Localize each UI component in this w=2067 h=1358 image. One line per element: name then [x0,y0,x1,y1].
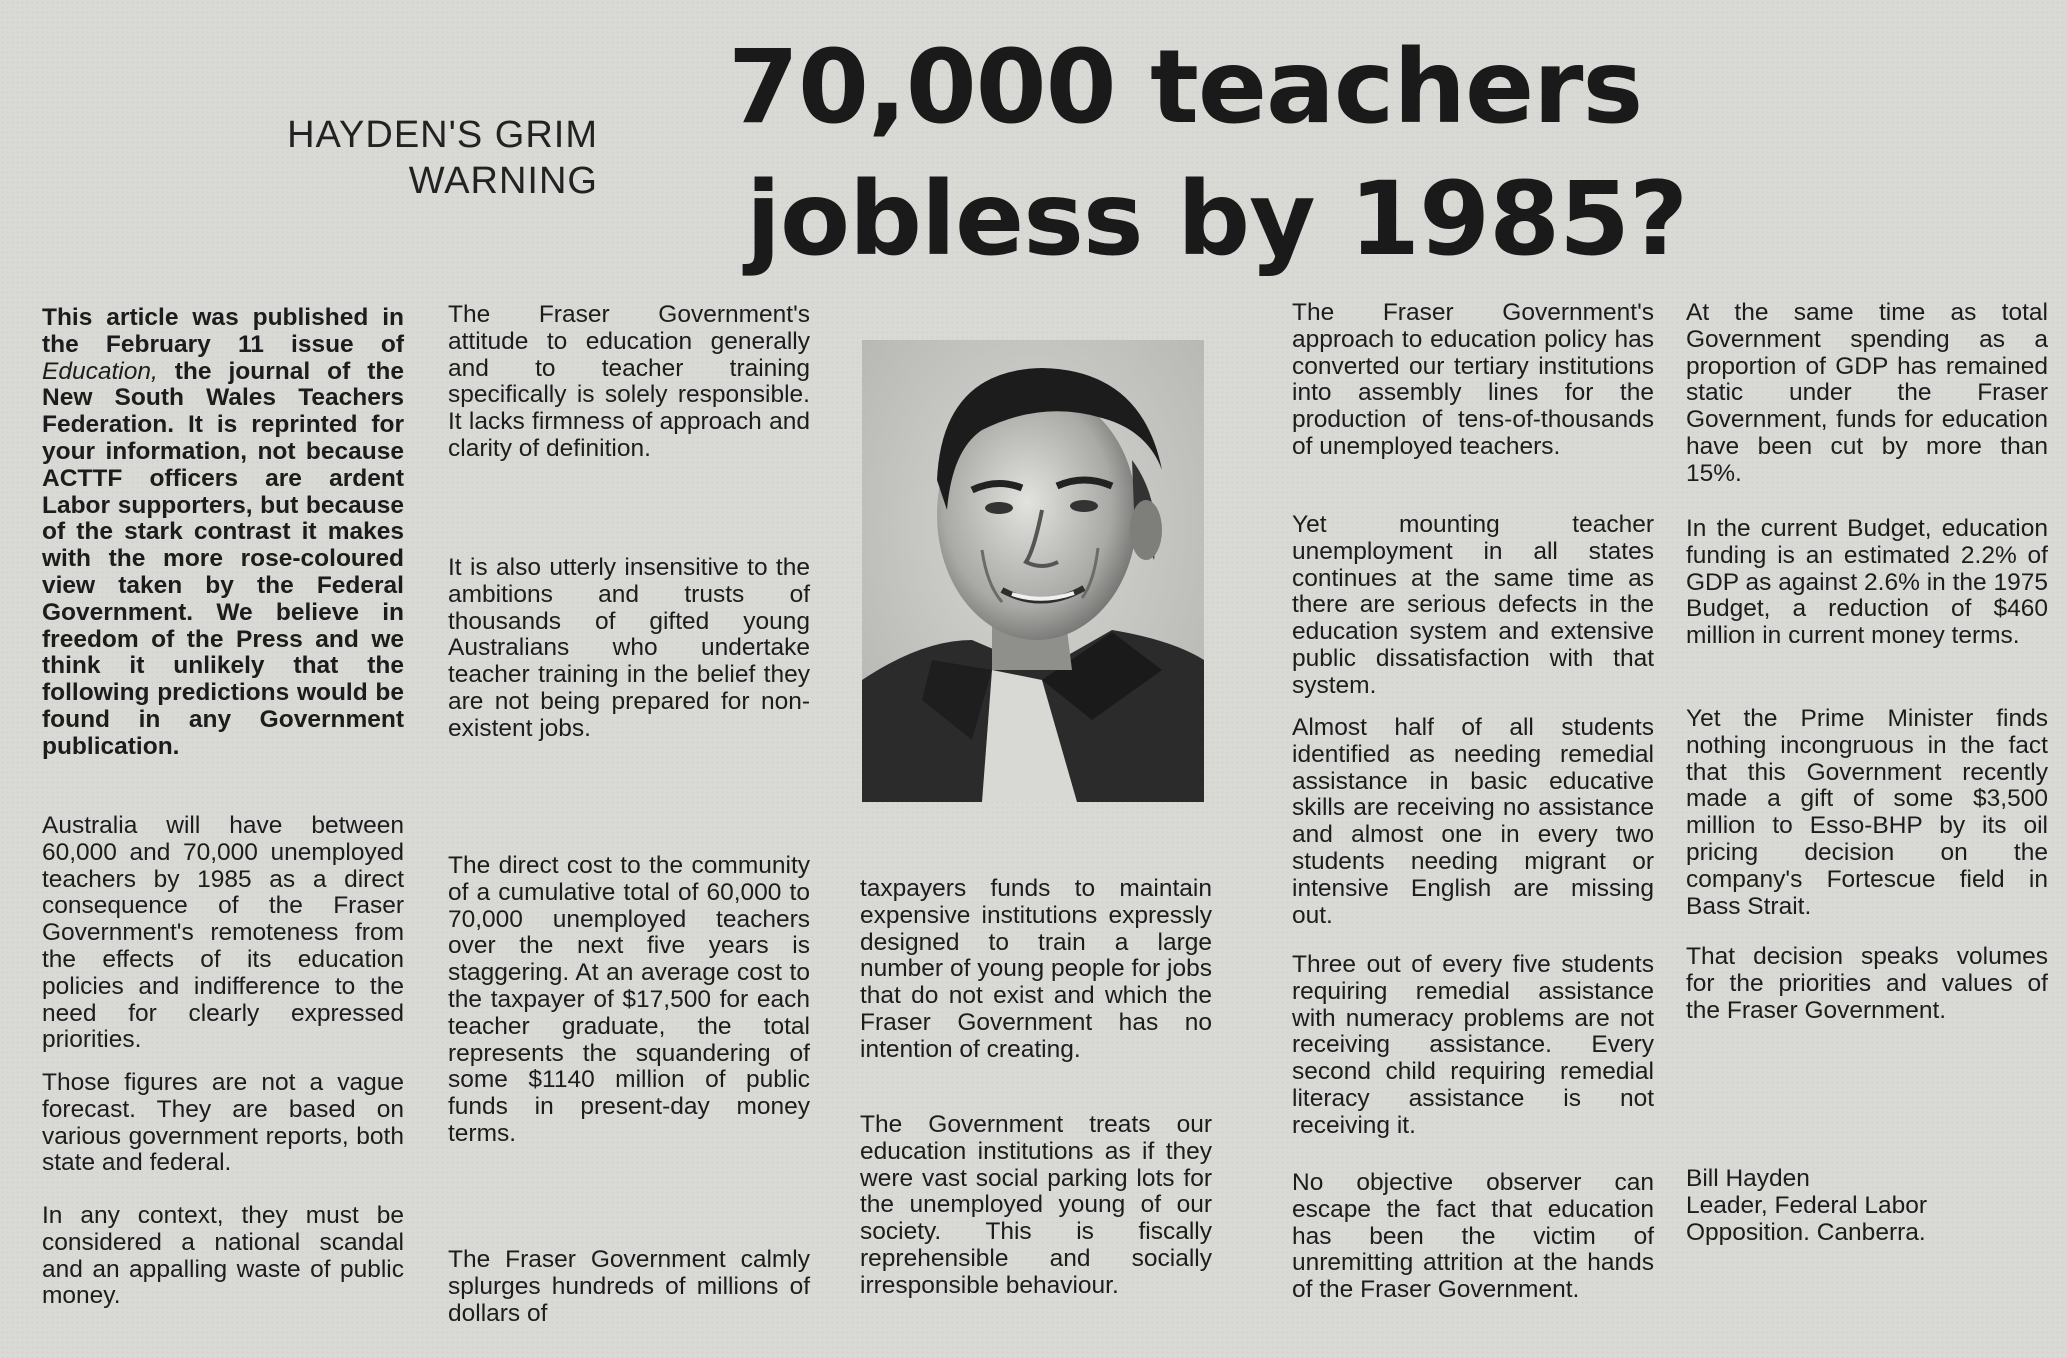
paragraph: The Government treats our education institutions as if they were vast social parking lots for the unemployed young of our society. This is fiscally reprehensible and socially irresponsible behaviour. [860,1111,1212,1299]
column-5 [1686,300,2048,1246]
paragraph: The direct cost to the community of a cumulative total of 60,000 to 70,000 unemployed teachers over the next five years is staggering. At an average cost to the taxpayer of $17,500 for each teacher graduate, the total represents the squandering of some $1140 million of public funds in present-day money terms. [448,852,810,1147]
paragraph: Yet the Prime Minister finds nothing incongruous in the fact that this Government recently made a gift of some $3,500 million to Esso-BHP by its oil pricing decision on the company's Fortescue field in Bass Strait. [1686,705,2048,920]
paragraph: Those figures are not a vague forecast. They are based on various government reports, both state and federal. [42,1069,404,1177]
signature-title: Leader, Federal Labor Opposition. Canberra. [1686,1191,1928,1246]
paragraph: Yet mounting teacher unemployment in all states continues at the same time as there are serious defects in the education system and extensive public dissatisfaction with that system. [1292,511,1654,699]
paragraph: The Fraser Government's attitude to education generally and to teacher training specifically is solely responsible. It lacks firmness of approach and clarity of definition. [448,301,810,462]
paragraph: That decision speaks volumes for the priorities and values of the Fraser Government. [1686,943,2048,1024]
paragraph: In any context, they must be considered a national scandal and an appalling waste of public money. [42,1202,404,1310]
paragraph: Australia will have between 60,000 and 70,000 unemployed teachers by 1985 as a direct consequence of the Fraser Government's remoteness from the effects of its education policies and indifference to the need for clearly expressed priorities. [42,812,404,1054]
intro-text-b: the journal of the New South Wales Teachers Federation. It is reprinted for your information, not because ACTTF officers are ardent Labor supporters, but because of the stark contrast it makes with the more rose-coloured view taken by the Federal Government. We believe in freedom of the Press and we think it unlikely that the following predictions would be found in any Government publication. [42,357,404,760]
paragraph: The Fraser Government calmly splurges hundreds of millions of dollars of [448,1246,810,1327]
column-3 [860,876,1212,1300]
headline-line-2: jobless by 1985? [746,160,1688,279]
column-4 [1292,300,1654,1304]
paragraph: The Fraser Government's approach to education policy has converted our tertiary institutions into assembly lines for the production of tens-of-thousands of unemployed teachers. [1292,299,1654,460]
paragraph: In the current Budget, education funding is an estimated 2.2% of GDP as against 2.6% in the 1975 Budget, a reduction of $460 million in current money terms. [1686,515,2048,650]
headline [728,22,2048,286]
column-2 [448,302,810,1327]
paragraph: taxpayers funds to maintain expensive institutions expressly designed to train a large number of young people for jobs that do not exist and which the Fraser Government has no intention of creating. [860,875,1212,1063]
intro-publication-name: Education, [42,357,158,385]
kicker-line-2: WARNING [408,160,598,202]
paragraph: At the same time as total Government spending as a proportion of GDP has remained static under the Fraser Government, funds for education have been cut by more than 15%. [1686,299,2048,487]
column-1 [42,305,404,1310]
paragraph: It is also utterly insensitive to the ambitions and trusts of thousands of gifted young Australians who undertake teacher training in the belief they are not being prepared for non-existent jobs. [448,554,810,742]
paragraph: Almost half of all students identified as needing remedial assistance in basic educative skills are receiving no assistance and almost one in every two students needing migrant or intensive English are missing out. [1292,714,1654,929]
intro-paragraph [42,305,404,813]
portrait-photo-icon [862,340,1204,802]
headline-line-1: 70,000 teachers [728,28,1643,147]
signature-name: Bill Hayden [1686,1165,1810,1192]
portrait-photo [862,340,1204,802]
kicker-heading [150,112,598,204]
paragraph: No objective observer can escape the fact that education has been the victim of unremitting attrition at the hands of the Fraser Government. [1292,1169,1654,1304]
intro-text-a: This article was published in the February 11 issue of [42,304,404,358]
paragraph: Three out of every five students requiring remedial assistance with numeracy problems are not receiving assistance. Every second child requiring remedial literacy assistance is not receiving it. [1292,951,1654,1139]
kicker-line-1: HAYDEN'S GRIM [287,114,598,156]
